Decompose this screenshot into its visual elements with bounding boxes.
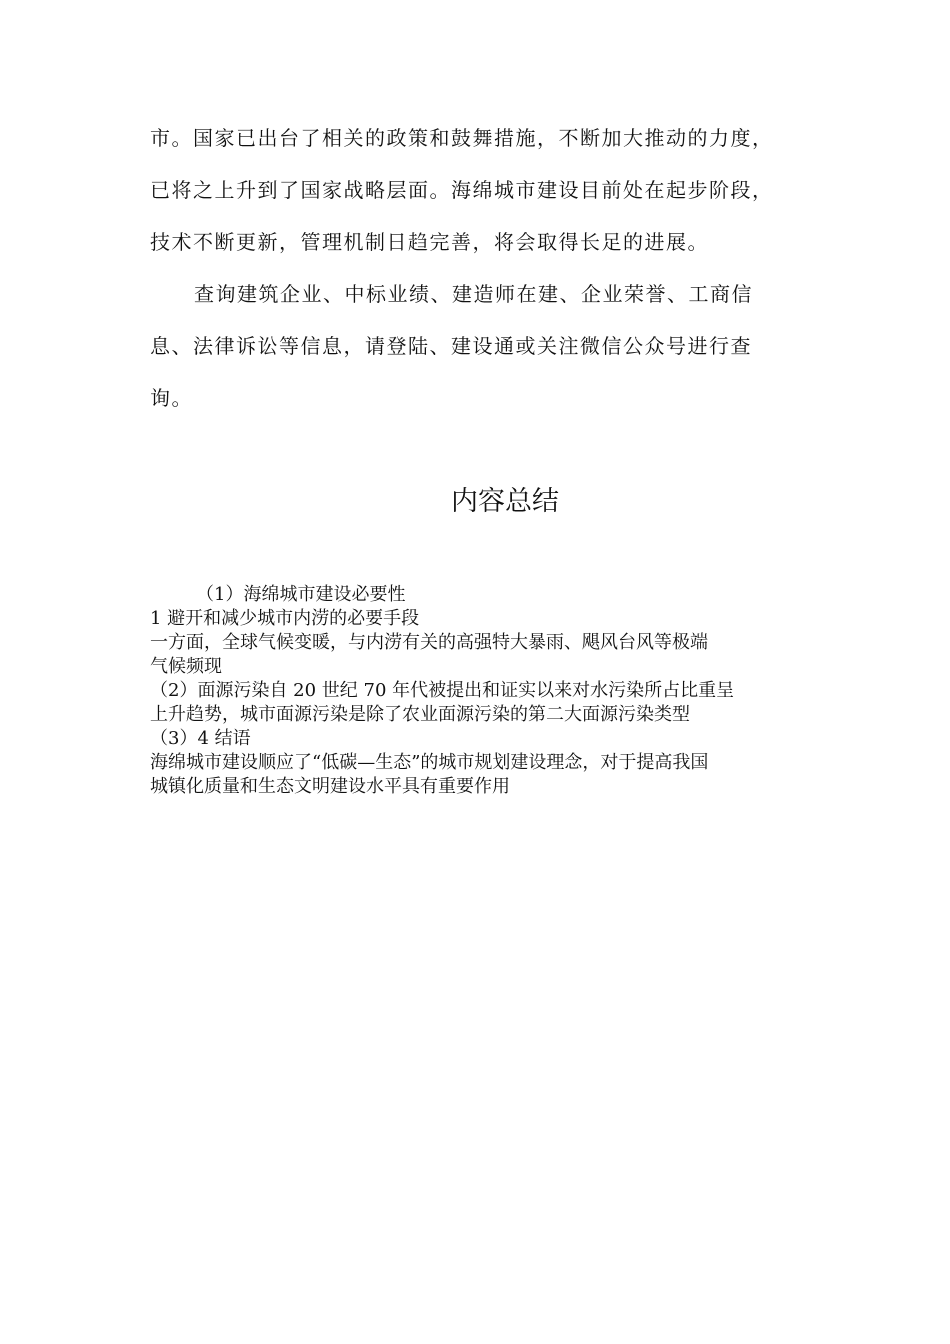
- summary-line: 海绵城市建设顺应了“低碳—生态”的城市规划建设理念，对于提高我国: [150, 752, 709, 773]
- summary-line: （3）4 结语: [150, 728, 251, 749]
- section-heading: 内容总结: [451, 486, 559, 517]
- body-line: 市。国家已出台了相关的政策和鼓舞措施，不断加大推动的力度，: [150, 126, 774, 150]
- summary-line: 一方面，全球气候变暖，与内涝有关的高强特大暴雨、飓风台风等极端: [150, 632, 708, 653]
- summary-line: 1 避开和减少城市内涝的必要手段: [150, 608, 420, 629]
- body-line: 技术不断更新，管理机制日趋完善，将会取得长足的进展。: [150, 230, 709, 254]
- body-line: 已将之上升到了国家战略层面。海绵城市建设目前处在起步阶段，: [150, 178, 774, 202]
- summary-text: [150, 583, 810, 799]
- body-text: [150, 118, 810, 430]
- summary-line: 城镇化质量和生态文明建设水平具有重要作用: [150, 776, 510, 797]
- body-line: 询。: [150, 386, 193, 410]
- summary-line: 上升趋势，城市面源污染是除了农业面源污染的第二大面源污染类型: [150, 704, 690, 725]
- body-line: 查询建筑企业、中标业绩、建造师在建、企业荣誉、工商信: [194, 282, 753, 306]
- summary-line: （2）面源污染自 20 世纪 70 年代被提出和证实以来对水污染所占比重呈: [150, 680, 735, 701]
- body-line: 息、法律诉讼等信息，请登陆、建设通或关注微信公众号进行查: [150, 334, 752, 358]
- summary-line: 气候频现: [150, 656, 222, 677]
- summary-line: （1）海绵城市建设必要性: [196, 584, 406, 605]
